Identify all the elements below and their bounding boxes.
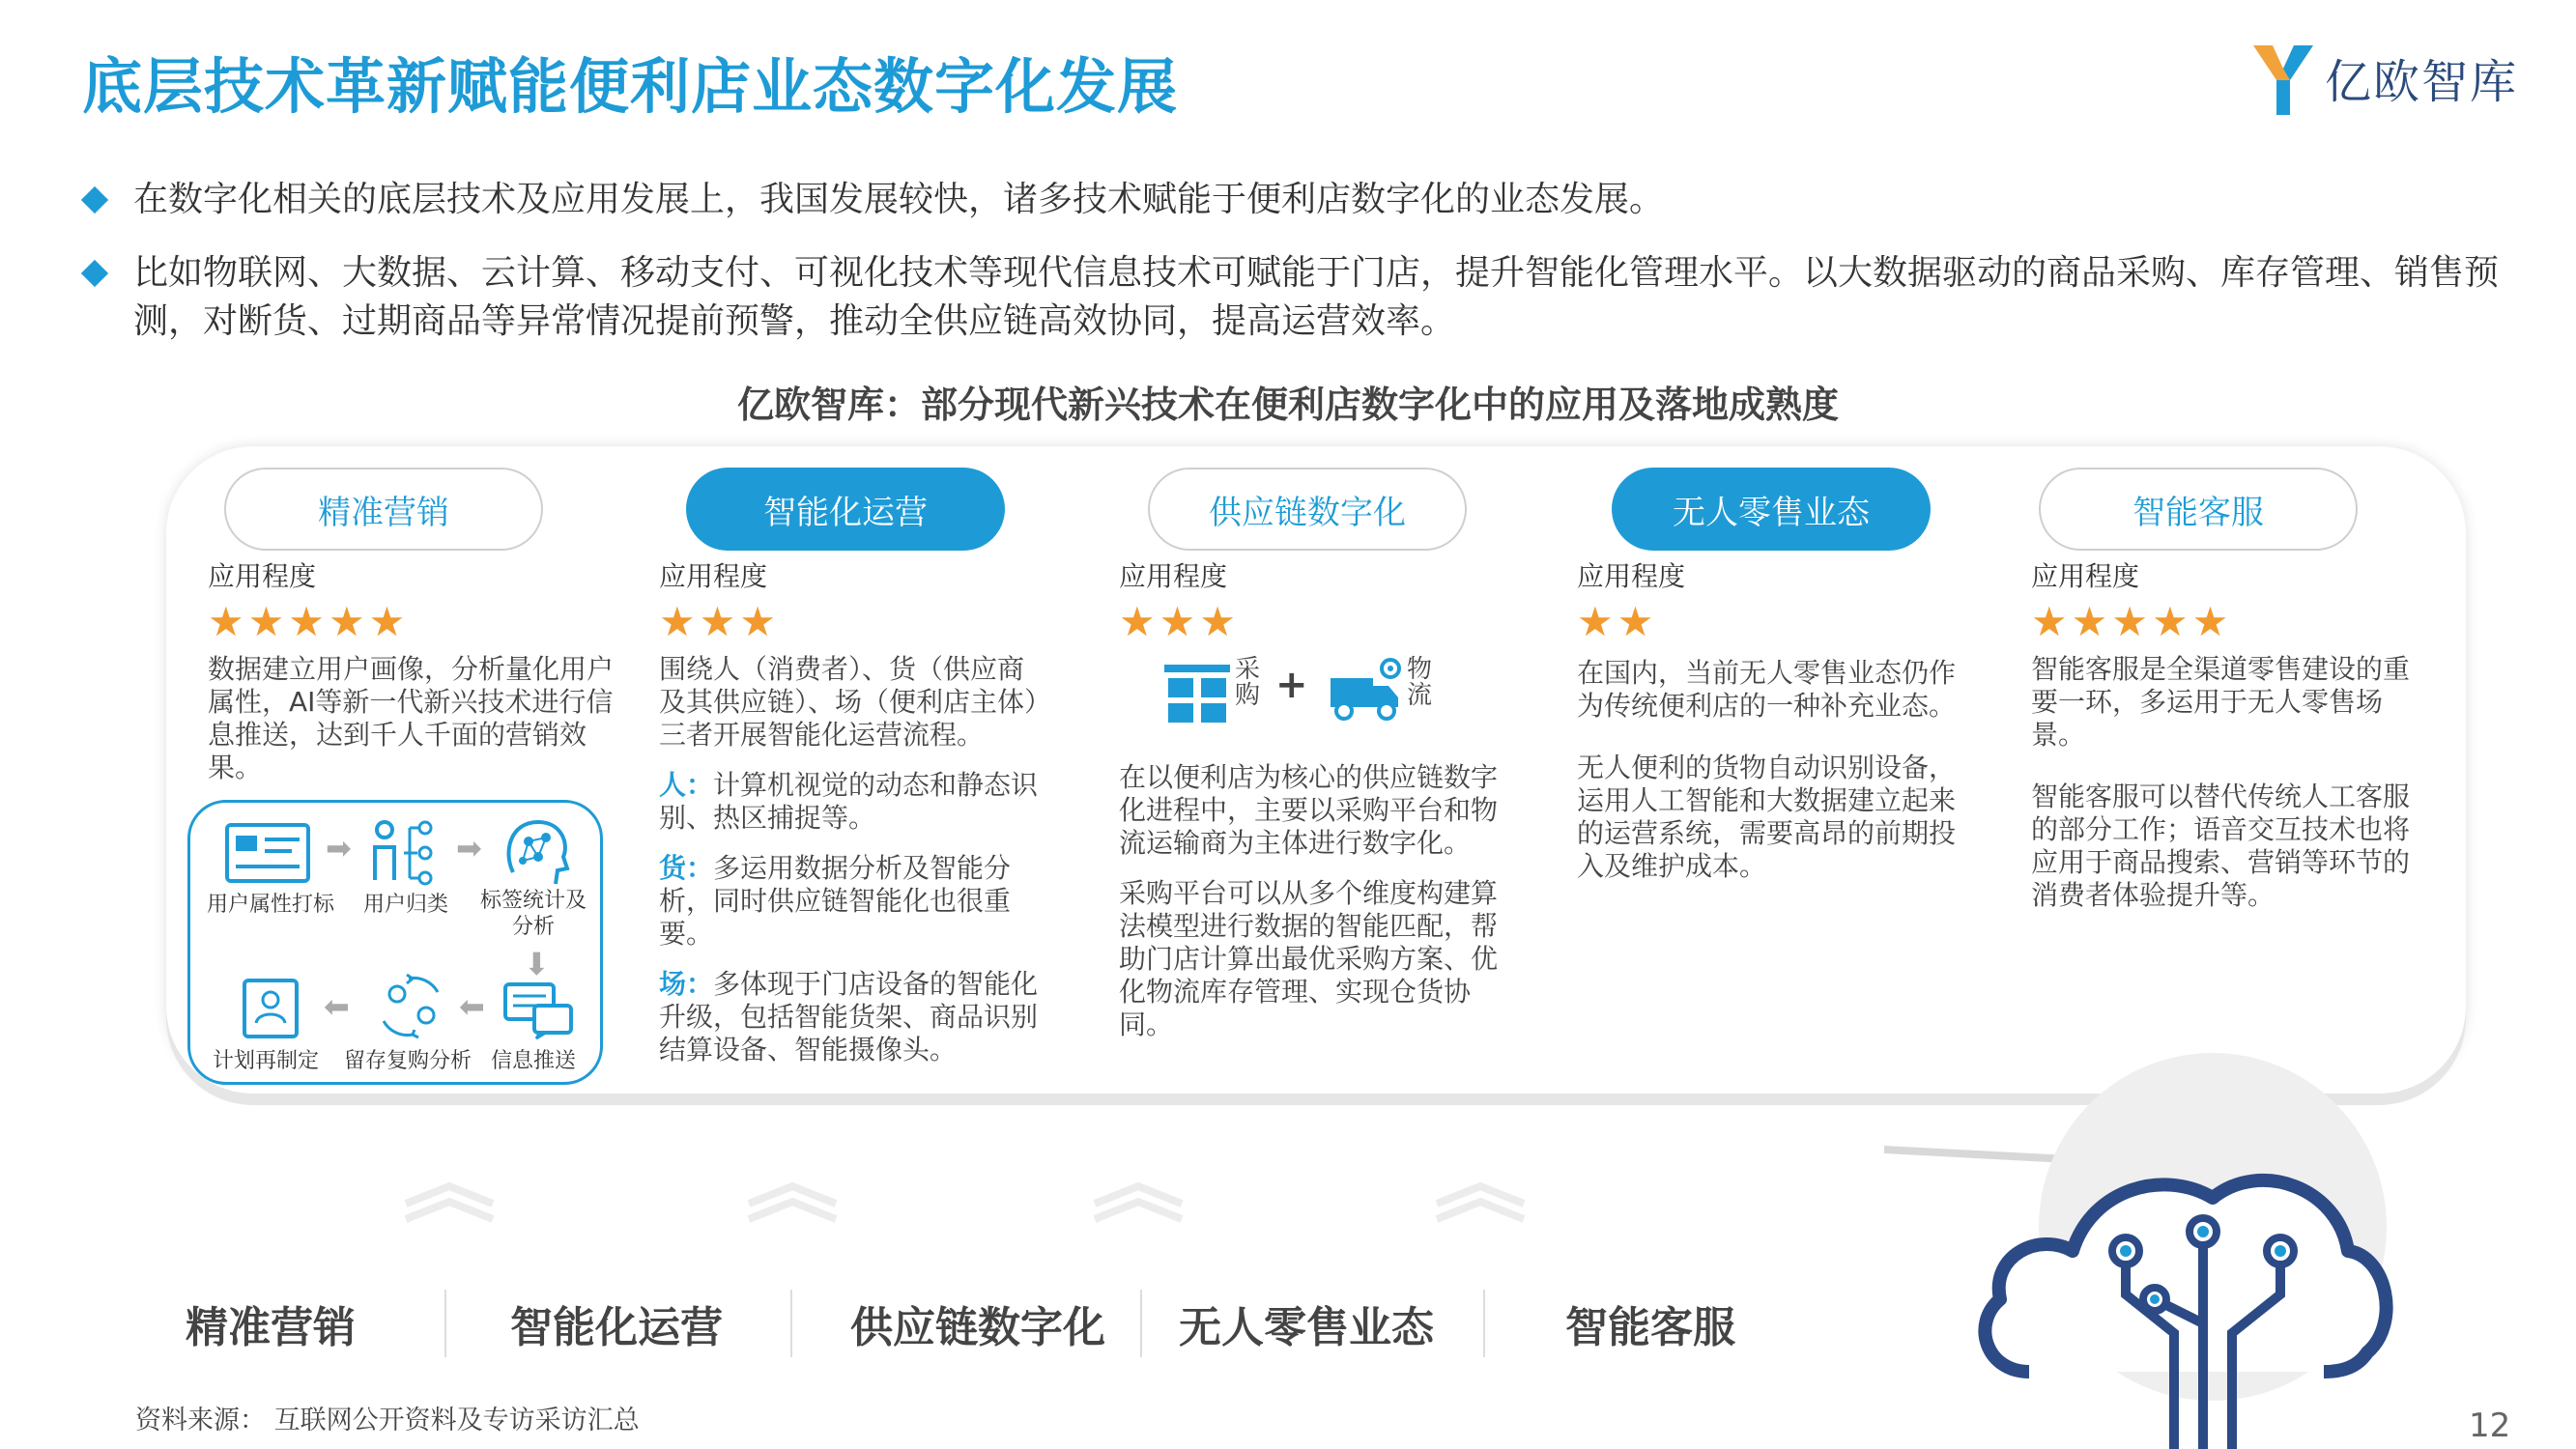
arrow-left-icon: ⬅ (459, 988, 485, 1025)
plus-sign: + (1275, 663, 1308, 707)
column-text: 智能客服是全渠道零售建设的重要一环，多运用于无人零售场景。 (2031, 653, 2411, 751)
bullet-text: 比如物联网、大数据、云计算、移动支付、可视化技术等现代信息技术可赋能于门店，提升智能化管理水平。以大数据驱动的商品采购、库存管理、销售预测，对断货、过期商品等异常情况提前预警，推动全供应链高效协同，提高运营效率。 (133, 253, 2500, 341)
column-text: 智能客服可以替代传统人工客服的部分工作；语音交互技术也将应用于商品搜索、营销等环节的消费者体验提升等。 (2031, 781, 2411, 911)
star-rating: ★★ (1577, 598, 1658, 645)
logo-text: 亿欧智库 (2325, 55, 2519, 109)
logistics-label: 物流 (1407, 655, 1433, 710)
column-text: 采购平台可以从多个维度构建算法模型进行数据的智能匹配，帮助门店计算出最优采购方案、优化物流库存管理、实现仓货协同。 (1119, 877, 1499, 1040)
page-number: 12 (2469, 1406, 2511, 1445)
column-precision-marketing (208, 560, 614, 802)
divider (1483, 1290, 1485, 1357)
flow-step-label: 计划再制定 (212, 1049, 319, 1073)
bottom-label: 智能化运营 (510, 1303, 723, 1352)
repurchase-cycle-icon (374, 973, 447, 1040)
column-text: 无人便利的货物自动识别设备，运用人工智能和大数据建立起来的运营系统，需要高昂的前期投入及维护成本。 (1577, 752, 1957, 882)
column-unmanned-retail (1577, 560, 1973, 900)
star-rating: ★★★★★ (2031, 598, 2233, 645)
bottom-label: 供应链数字化 (850, 1303, 1105, 1352)
level-label: 应用程度 (659, 560, 768, 592)
column-supply-chain (1119, 560, 1515, 1059)
chevron-up-icon (1090, 1180, 1187, 1223)
flow-step-label: 用户归类 (362, 893, 448, 917)
delivery-truck-gear-icon (1327, 655, 1408, 726)
yiou-logo-icon (2249, 40, 2317, 117)
column-smart-operation (659, 560, 1045, 1084)
flow-step-label: 留存复购分析 (343, 1049, 472, 1073)
pill-precision-marketing: 精准营销 (224, 468, 543, 551)
column-text: 在国内，当前无人零售业态仍作为传统便利店的一种补充业态。 (1577, 657, 1957, 722)
arrow-down-icon: ⬇ (524, 946, 550, 982)
divider (790, 1290, 792, 1357)
level-label: 应用程度 (2031, 560, 2140, 592)
bottom-label: 无人零售业态 (1179, 1303, 1434, 1352)
operation-item-goods (659, 852, 1045, 951)
id-card-icon (224, 822, 311, 884)
arrow-right-icon: ➡ (456, 830, 482, 867)
pill-smart-service: 智能客服 (2039, 468, 2358, 551)
column-text: 在以便利店为核心的供应链数字化进程中，主要以采购平台和物流运输商为主体进行数字化。 (1119, 761, 1499, 859)
bottom-label: 智能客服 (1565, 1303, 1735, 1352)
marketing-flow-box (187, 800, 603, 1085)
pill-supply-chain: 供应链数字化 (1148, 468, 1467, 551)
supply-chain-icons (1119, 653, 1515, 761)
chevron-up-icon (401, 1180, 498, 1223)
diamond-bullet-icon (81, 260, 108, 287)
chevron-up-icon (744, 1180, 841, 1223)
item-text: 多运用数据分析及智能分析，同时供应链智能化也很重要。 (659, 852, 1012, 950)
plan-document-icon (237, 977, 304, 1040)
column-text: 围绕人（消费者）、货（供应商及其供应链）、场（便利店主体）三者开展智能化运营流程。 (659, 653, 1039, 751)
bottom-label: 精准营销 (186, 1303, 356, 1352)
head-network-icon (500, 814, 575, 890)
divider (444, 1290, 446, 1357)
star-rating: ★★★ (659, 598, 780, 645)
bullet-1 (85, 176, 2501, 224)
level-label: 应用程度 (1119, 560, 1228, 592)
page-title: 底层技术革新赋能便利店业态数字化发展 (82, 51, 1179, 122)
chevron-up-icon (1432, 1180, 1529, 1223)
column-smart-service (2031, 560, 2418, 929)
user-group-icon (369, 818, 444, 888)
level-label: 应用程度 (1577, 560, 1686, 592)
item-key: 人： (659, 769, 714, 801)
arrow-right-icon: ➡ (326, 830, 352, 867)
item-text: 多体现于门店设备的智能化升级，包括智能货架、商品识别结算设备、智能摄像头。 (659, 968, 1039, 1065)
pill-unmanned-retail: 无人零售业态 (1612, 468, 1931, 551)
column-text: 数据建立用户画像，分析量化用户属性，AI等新一代新兴技术进行信息推送，达到千人千面的营销效果。 (208, 653, 615, 783)
pill-smart-operation: 智能化运营 (686, 468, 1005, 551)
bullet-2 (85, 249, 2501, 346)
cloud-network-icon (1884, 1043, 2425, 1449)
message-push-icon (501, 977, 575, 1040)
operation-item-place (659, 968, 1045, 1066)
source-note: 资料来源： 互联网公开资料及专访采访汇总 (135, 1406, 640, 1435)
figure-subtitle: 亿欧智库：部分现代新兴技术在便利店数字化中的应用及落地成熟度 (736, 384, 1839, 426)
bullet-text: 在数字化相关的底层技术及应用发展上，我国发展较快，诸多技术赋能于便利店数字化的业态发展。 (133, 180, 1665, 219)
flow-step-label: 用户属性打标 (206, 893, 334, 917)
flow-step-label: 标签统计及分析 (480, 889, 587, 939)
level-label: 应用程度 (208, 560, 317, 592)
item-text: 计算机视觉的动态和静态识别、热区捕捉等。 (659, 769, 1039, 834)
flow-step-label: 信息推送 (490, 1049, 576, 1073)
diamond-bullet-icon (81, 186, 108, 213)
brand-logo (2249, 37, 2518, 119)
item-key: 货： (659, 852, 714, 884)
arrow-left-icon: ⬅ (324, 988, 350, 1025)
star-rating: ★★★ (1119, 598, 1240, 645)
divider (1140, 1290, 1142, 1357)
operation-item-people (659, 769, 1045, 835)
purchase-label: 采购 (1235, 655, 1261, 710)
item-key: 场： (659, 968, 714, 1000)
warehouse-shelves-icon (1162, 663, 1232, 726)
star-rating: ★★★★★ (208, 598, 410, 645)
